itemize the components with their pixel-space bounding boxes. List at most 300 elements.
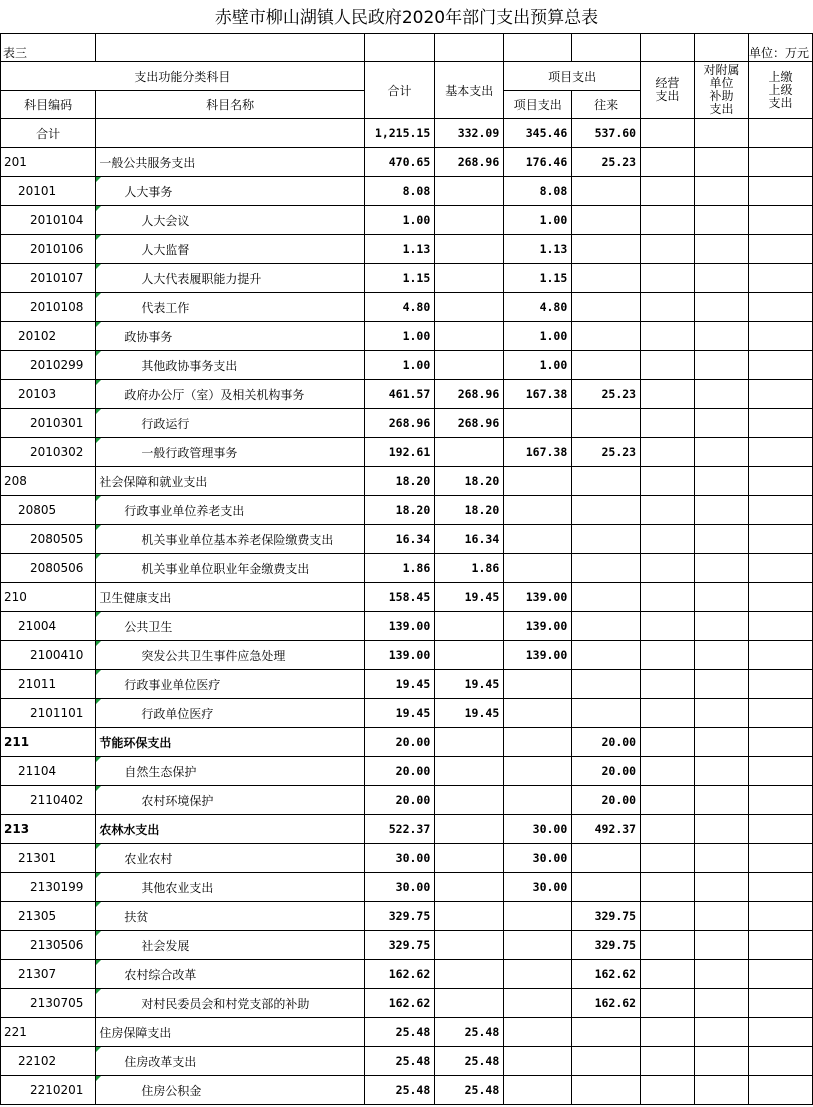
empty-cell [695, 699, 749, 728]
row-name: 农村环境保护 [96, 786, 364, 815]
row-name: 公共卫生 [96, 612, 364, 641]
row-code: 21305 [1, 902, 96, 931]
row-total: 18.20 [364, 496, 434, 525]
row-transfer [572, 1076, 641, 1105]
empty-cell [641, 496, 695, 525]
empty-cell [695, 235, 749, 264]
empty-cell [695, 670, 749, 699]
table-row [1, 960, 813, 989]
row-basic [435, 293, 504, 322]
row-basic: 16.34 [435, 525, 504, 554]
empty-cell [695, 989, 749, 1018]
table-row [1, 699, 813, 728]
empty-cell [695, 873, 749, 902]
row-name: 其他政协事务支出 [96, 351, 364, 380]
row-code: 2101101 [1, 699, 96, 728]
row-total: 139.00 [364, 612, 434, 641]
row-project: 139.00 [504, 583, 572, 612]
row-total: 8.08 [364, 177, 434, 206]
row-name: 住房保障支出 [96, 1018, 364, 1047]
row-code: 21104 [1, 757, 96, 786]
row-transfer [572, 641, 641, 670]
empty-cell [748, 641, 812, 670]
row-code: 20805 [1, 496, 96, 525]
table-row [1, 380, 813, 409]
row-project: 30.00 [504, 844, 572, 873]
row-total: 25.48 [364, 1076, 434, 1105]
header-upper [748, 62, 812, 119]
empty-cell [748, 989, 812, 1018]
row-basic: 18.20 [435, 467, 504, 496]
empty-cell [641, 815, 695, 844]
row-basic: 268.96 [435, 148, 504, 177]
empty-cell [641, 235, 695, 264]
row-name: 农业农村 [96, 844, 364, 873]
row-code: 2010108 [1, 293, 96, 322]
empty-cell [748, 496, 812, 525]
row-name: 一般公共服务支出 [96, 148, 364, 177]
empty-cell [748, 931, 812, 960]
row-transfer [572, 1047, 641, 1076]
row-project: 167.38 [504, 438, 572, 467]
row-transfer [572, 467, 641, 496]
row-project: 1.00 [504, 206, 572, 235]
empty-cell [641, 467, 695, 496]
row-basic: 19.45 [435, 583, 504, 612]
row-project [504, 1018, 572, 1047]
header-basic: 基本支出 [435, 62, 504, 119]
empty-cell [695, 177, 749, 206]
table-row [1, 844, 813, 873]
row-name: 节能环保支出 [96, 728, 364, 757]
empty-cell [695, 902, 749, 931]
row-total: 329.75 [364, 902, 434, 931]
row-code: 208 [1, 467, 96, 496]
row-code: 2130506 [1, 931, 96, 960]
row-total: 268.96 [364, 409, 434, 438]
empty-cell [641, 583, 695, 612]
header-operating [641, 62, 695, 119]
header-upper-label: 上缴 上级 支出 [768, 69, 793, 110]
row-basic [435, 989, 504, 1018]
row-basic [435, 641, 504, 670]
empty-cell [641, 554, 695, 583]
header-subsidy [695, 62, 749, 119]
summary-transfer: 537.60 [572, 119, 641, 148]
empty-cell [748, 1018, 812, 1047]
row-total: 30.00 [364, 873, 434, 902]
empty-cell [695, 612, 749, 641]
row-project [504, 554, 572, 583]
row-basic [435, 235, 504, 264]
empty-cell [641, 728, 695, 757]
row-total: 18.20 [364, 467, 434, 496]
table-row [1, 206, 813, 235]
row-code: 2130199 [1, 873, 96, 902]
row-total: 162.62 [364, 989, 434, 1018]
table-row [1, 1047, 813, 1076]
row-name: 对村民委员会和村党支部的补助 [96, 989, 364, 1018]
empty-cell [695, 786, 749, 815]
row-code: 20101 [1, 177, 96, 206]
row-transfer [572, 699, 641, 728]
unit-label: 单位：万元 [748, 34, 812, 62]
empty-cell [695, 206, 749, 235]
row-transfer [572, 554, 641, 583]
row-transfer [572, 351, 641, 380]
empty-cell [748, 409, 812, 438]
header-name: 科目名称 [96, 91, 364, 119]
row-basic [435, 206, 504, 235]
summary-project: 345.46 [504, 119, 572, 148]
table-row [1, 728, 813, 757]
row-project [504, 467, 572, 496]
row-name: 社会保障和就业支出 [96, 467, 364, 496]
row-basic [435, 815, 504, 844]
row-transfer: 25.23 [572, 148, 641, 177]
row-code: 21011 [1, 670, 96, 699]
empty-cell [748, 670, 812, 699]
row-project [504, 409, 572, 438]
row-project: 1.00 [504, 351, 572, 380]
row-code: 2010302 [1, 438, 96, 467]
row-transfer [572, 206, 641, 235]
empty-cell [641, 351, 695, 380]
row-code: 2210201 [1, 1076, 96, 1105]
empty-cell [748, 728, 812, 757]
empty-cell [641, 177, 695, 206]
row-basic [435, 873, 504, 902]
row-code: 2010107 [1, 264, 96, 293]
row-project [504, 525, 572, 554]
row-code: 2080505 [1, 525, 96, 554]
row-project: 30.00 [504, 815, 572, 844]
empty-cell [748, 612, 812, 641]
empty-cell [641, 380, 695, 409]
row-name: 人大事务 [96, 177, 364, 206]
table-row [1, 148, 813, 177]
empty-cell [641, 844, 695, 873]
row-basic: 268.96 [435, 380, 504, 409]
row-code: 2010104 [1, 206, 96, 235]
row-basic [435, 844, 504, 873]
empty-cell [641, 438, 695, 467]
row-code: 20103 [1, 380, 96, 409]
summary-basic: 332.09 [435, 119, 504, 148]
row-name: 人大会议 [96, 206, 364, 235]
row-code: 2110402 [1, 786, 96, 815]
row-name: 政协事务 [96, 322, 364, 351]
row-total: 1.00 [364, 322, 434, 351]
empty-cell [641, 786, 695, 815]
row-name: 行政单位医疗 [96, 699, 364, 728]
empty-cell [748, 264, 812, 293]
table-row [1, 641, 813, 670]
empty-cell [748, 786, 812, 815]
table-row [1, 612, 813, 641]
empty-cell [641, 525, 695, 554]
row-basic [435, 786, 504, 815]
row-transfer [572, 583, 641, 612]
empty-cell [641, 1047, 695, 1076]
summary-total: 1,215.15 [364, 119, 434, 148]
row-code: 22102 [1, 1047, 96, 1076]
empty-cell [748, 1047, 812, 1076]
empty-cell [748, 844, 812, 873]
table-row [1, 873, 813, 902]
empty-cell [748, 438, 812, 467]
row-total: 192.61 [364, 438, 434, 467]
table-row [1, 1076, 813, 1105]
row-transfer [572, 496, 641, 525]
empty-cell [641, 1076, 695, 1105]
row-code: 21307 [1, 960, 96, 989]
empty-cell [748, 554, 812, 583]
row-code: 211 [1, 728, 96, 757]
empty-cell [641, 612, 695, 641]
row-total: 139.00 [364, 641, 434, 670]
table-row [1, 438, 813, 467]
row-code: 2130705 [1, 989, 96, 1018]
row-name: 突发公共卫生事件应急处理 [96, 641, 364, 670]
row-basic [435, 728, 504, 757]
row-code: 2010301 [1, 409, 96, 438]
row-total: 158.45 [364, 583, 434, 612]
summary-row [1, 119, 813, 148]
row-basic: 25.48 [435, 1047, 504, 1076]
row-name: 行政运行 [96, 409, 364, 438]
row-total: 1.00 [364, 351, 434, 380]
row-transfer [572, 844, 641, 873]
empty-cell [641, 148, 695, 177]
empty-cell [748, 206, 812, 235]
summary-label: 合计 [1, 119, 96, 148]
row-project [504, 699, 572, 728]
row-total: 30.00 [364, 844, 434, 873]
row-code: 20102 [1, 322, 96, 351]
row-basic [435, 931, 504, 960]
row-project [504, 1047, 572, 1076]
row-total: 4.80 [364, 293, 434, 322]
row-total: 16.34 [364, 525, 434, 554]
header-project-group: 项目支出 [504, 62, 641, 91]
header-code: 科目编码 [1, 91, 96, 119]
empty-cell [695, 148, 749, 177]
row-name: 自然生态保护 [96, 757, 364, 786]
row-total: 470.65 [364, 148, 434, 177]
row-name: 政府办公厅（室）及相关机构事务 [96, 380, 364, 409]
row-name: 行政事业单位医疗 [96, 670, 364, 699]
empty-cell [641, 902, 695, 931]
row-name: 一般行政管理事务 [96, 438, 364, 467]
empty-cell [641, 873, 695, 902]
row-total: 522.37 [364, 815, 434, 844]
table-row [1, 409, 813, 438]
empty-cell [748, 757, 812, 786]
row-total: 1.13 [364, 235, 434, 264]
row-code: 2100410 [1, 641, 96, 670]
row-project [504, 989, 572, 1018]
row-project [504, 496, 572, 525]
empty-cell [695, 728, 749, 757]
page-title: 赤壁市柳山湖镇人民政府2020年部门支出预算总表 [214, 8, 599, 28]
table-row [1, 786, 813, 815]
row-code: 21301 [1, 844, 96, 873]
row-total: 1.00 [364, 206, 434, 235]
row-project [504, 902, 572, 931]
empty-cell [695, 438, 749, 467]
row-transfer: 20.00 [572, 757, 641, 786]
table-row [1, 293, 813, 322]
empty-cell [748, 699, 812, 728]
row-total: 461.57 [364, 380, 434, 409]
empty-cell [695, 1076, 749, 1105]
empty-cell [695, 641, 749, 670]
empty-cell [695, 293, 749, 322]
empty-cell [641, 960, 695, 989]
row-basic [435, 902, 504, 931]
row-transfer: 162.62 [572, 989, 641, 1018]
row-basic [435, 177, 504, 206]
empty-cell [748, 235, 812, 264]
row-basic [435, 757, 504, 786]
row-name: 人大监督 [96, 235, 364, 264]
empty-cell [695, 1047, 749, 1076]
row-code: 2010106 [1, 235, 96, 264]
empty-cell [695, 554, 749, 583]
table-row [1, 554, 813, 583]
row-code: 201 [1, 148, 96, 177]
empty-cell [641, 293, 695, 322]
row-project [504, 786, 572, 815]
empty-cell [695, 496, 749, 525]
row-code: 2010299 [1, 351, 96, 380]
empty-cell [641, 264, 695, 293]
row-total: 25.48 [364, 1018, 434, 1047]
row-total: 1.86 [364, 554, 434, 583]
table-row [1, 931, 813, 960]
row-total: 20.00 [364, 786, 434, 815]
table-row [1, 583, 813, 612]
row-project: 4.80 [504, 293, 572, 322]
table-row [1, 1018, 813, 1047]
row-project [504, 960, 572, 989]
empty-cell [695, 380, 749, 409]
row-name: 其他农业支出 [96, 873, 364, 902]
table-row [1, 177, 813, 206]
header-func-class: 支出功能分类科目 [1, 62, 365, 91]
empty-cell [695, 525, 749, 554]
empty-cell [748, 322, 812, 351]
empty-cell [695, 960, 749, 989]
row-code: 221 [1, 1018, 96, 1047]
empty-cell [695, 583, 749, 612]
row-total: 1.15 [364, 264, 434, 293]
row-transfer [572, 612, 641, 641]
header-transfer: 往来 [572, 91, 641, 119]
row-transfer [572, 873, 641, 902]
empty-cell [695, 467, 749, 496]
table-row [1, 264, 813, 293]
row-name: 住房公积金 [96, 1076, 364, 1105]
row-total: 20.00 [364, 757, 434, 786]
row-name: 代表工作 [96, 293, 364, 322]
row-name: 扶贫 [96, 902, 364, 931]
row-project: 1.00 [504, 322, 572, 351]
table-row [1, 525, 813, 554]
row-name: 机关事业单位职业年金缴费支出 [96, 554, 364, 583]
empty-cell [748, 873, 812, 902]
empty-cell [748, 351, 812, 380]
row-transfer: 492.37 [572, 815, 641, 844]
row-code: 213 [1, 815, 96, 844]
row-name: 农林水支出 [96, 815, 364, 844]
row-name: 人大代表履职能力提升 [96, 264, 364, 293]
row-transfer [572, 322, 641, 351]
empty-cell [748, 902, 812, 931]
row-basic: 1.86 [435, 554, 504, 583]
row-code: 2080506 [1, 554, 96, 583]
row-basic [435, 264, 504, 293]
empty-cell [695, 351, 749, 380]
empty-cell [695, 322, 749, 351]
row-total: 20.00 [364, 728, 434, 757]
row-transfer [572, 177, 641, 206]
empty-cell [748, 525, 812, 554]
row-transfer [572, 409, 641, 438]
empty-cell [748, 467, 812, 496]
row-basic: 19.45 [435, 699, 504, 728]
empty-cell [748, 380, 812, 409]
row-name: 农村综合改革 [96, 960, 364, 989]
empty-cell [695, 409, 749, 438]
row-basic [435, 612, 504, 641]
row-basic: 18.20 [435, 496, 504, 525]
empty-cell [748, 815, 812, 844]
table-row [1, 496, 813, 525]
row-total: 19.45 [364, 670, 434, 699]
empty-cell [695, 815, 749, 844]
row-transfer [572, 264, 641, 293]
row-name: 住房改革支出 [96, 1047, 364, 1076]
empty-cell [695, 931, 749, 960]
row-total: 25.48 [364, 1047, 434, 1076]
row-project: 1.13 [504, 235, 572, 264]
row-name: 行政事业单位养老支出 [96, 496, 364, 525]
row-basic: 19.45 [435, 670, 504, 699]
budget-table [0, 33, 813, 1105]
row-total: 162.62 [364, 960, 434, 989]
row-project [504, 670, 572, 699]
empty-cell [748, 293, 812, 322]
table-row [1, 757, 813, 786]
row-project [504, 728, 572, 757]
table-row [1, 467, 813, 496]
row-transfer [572, 235, 641, 264]
empty-cell [695, 1018, 749, 1047]
header-operating-label: 经营 支出 [655, 76, 680, 103]
row-transfer [572, 670, 641, 699]
row-code: 210 [1, 583, 96, 612]
empty-cell [641, 699, 695, 728]
table-row [1, 235, 813, 264]
table-row [1, 322, 813, 351]
row-basic [435, 438, 504, 467]
table-row [1, 989, 813, 1018]
row-basic: 25.48 [435, 1018, 504, 1047]
row-name: 卫生健康支出 [96, 583, 364, 612]
table-row [1, 670, 813, 699]
